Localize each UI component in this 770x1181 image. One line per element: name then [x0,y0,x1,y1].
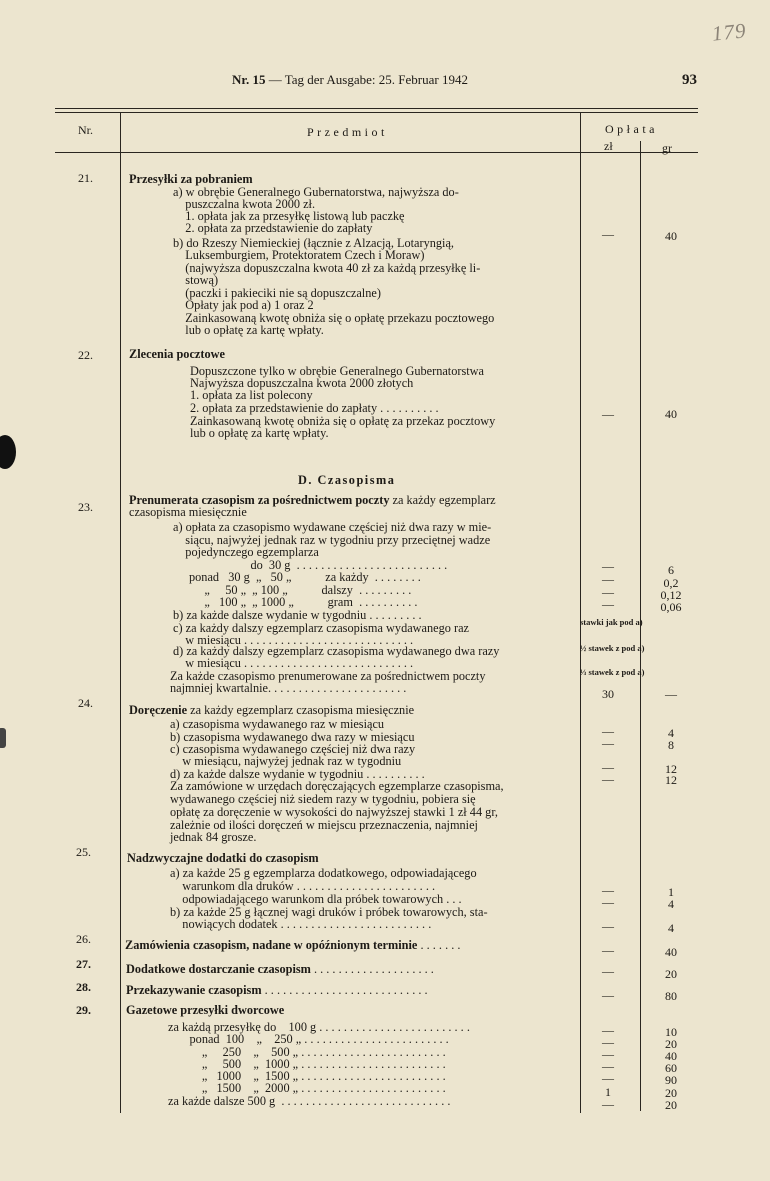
entry-title: Gazetowe przesyłki dworcowe [126,1003,285,1017]
column-header-fee: Opłata [605,122,658,136]
entry-line: c) czasopisma wydawanego częściej niż dwa razy [170,742,416,756]
entry-line: b) do Rzeszy Niemieckiej (łącznie z Alzacją, Lotaryngią, [173,236,454,250]
fee-zl: — [602,736,614,750]
fee-zl: — [602,919,614,933]
fee-gr: 4 [668,897,674,911]
fee-zl: — [602,1097,614,1111]
entry-line: d) za każde dalsze wydanie w tygodniu . . . . . . . . . . [170,767,425,781]
fee-gr: 40 [665,407,677,421]
fee-zl: — [602,1023,614,1037]
entry-number: 25. [76,845,91,859]
fee-gr: 0,06 [660,600,682,614]
entry-line: w miesiącu, najwyżej jednak raz w tygodniu [170,754,402,768]
entry-line: w miesiącu . . . . . . . . . . . . . . . . . . . . . . . . . . . . [173,633,414,647]
entry-line: pojedynczego egzemplarza [173,545,319,559]
fee-gr: 40 [665,1049,677,1063]
fee-zl: — [602,883,614,897]
leader-dots: . . . . . . . . . . . . . . . . . . . . . . . . . . . [261,983,428,997]
entry-line: stową) [173,273,219,287]
entry-line: warunkom dla druków . . . . . . . . . . . . . . . . . . . . . . . [170,879,436,893]
entry-line: c) za każdy dalszy egzemplarz czasopisma wydawanego raz [173,621,469,635]
fee-zl: — [602,597,614,611]
entry-line: „ 250 „ 500 „ . . . . . . . . . . . . . . . . . . . . . . . . [168,1045,446,1059]
entry-title-rest: za każdy egzemplarz czasopisma miesięcznie [187,703,415,717]
fee-zl: — [602,585,614,599]
fee-zl: — [602,407,614,421]
entry-number: 26. [76,932,91,946]
entry-line: Luksemburgiem, Protektoratem Czech i Moraw) [173,248,425,262]
entry-line: lub o opłatę za kartę wpłaty. [190,426,329,440]
entry-line: b) za każde dalsze wydanie w tygodniu . . . . . . . . . [173,608,422,622]
entry-title: Zlecenia pocztowe [129,347,225,361]
entry-line: Za zamówione w urzędach doręczających egzemplarze czasopisma, [170,779,504,793]
fee-zl: — [602,772,614,786]
entry-line: d) za każdy dalszy egzemplarz czasopisma wydawanego dwa razy [173,644,500,658]
entry-line: nowiących dodatek . . . . . . . . . . . . . . . . . . . . . . . . . [170,917,432,931]
fee-zl: — [602,760,614,774]
column-header-gr: gr [662,141,672,155]
entry-line: Za każde czasopismo prenumerowane za pośrednictwem poczty [170,669,486,683]
entry-line: Zainkasowaną kwotę obniża się o opłatę przekazu pocztowego [173,311,495,325]
entry-line: wydawanego częściej niż siedem razy w tygodniu, pobiera się [170,792,476,806]
fee-gr: 12 [665,773,677,787]
column-header-zl: zł [604,139,613,153]
fee-zl: — [602,227,614,241]
entry-line: Najwyższa dopuszczalna kwota 2000 złotych [190,376,414,390]
fee-note: stawki jak pod a) [580,617,643,627]
fee-zl: — [602,1047,614,1061]
fee-gr: 40 [665,229,677,243]
entry-title-line [126,984,428,996]
rule-top [55,108,698,109]
entry-number: 21. [78,171,93,185]
entry-line: „ 500 „ 1000 „ . . . . . . . . . . . . . . . . . . . . . . . . [168,1057,446,1071]
fee-gr: — [665,687,677,701]
entry-number: 29. [76,1003,91,1017]
issue-number: Nr. 15 [232,72,266,87]
entry-line: w miesiącu . . . . . . . . . . . . . . . . . . . . . . . . . . . . [173,656,414,670]
entry-line: ponad 100 „ 250 „ . . . . . . . . . . . . . . . . . . . . . . . . [168,1032,449,1046]
fee-gr: 0,2 [663,576,679,590]
entry-line: 1. opłata jak za przesyłkę listową lub paczkę [173,209,405,223]
entry-line: za każdą przesyłkę do 100 g . . . . . . . . . . . . . . . . . . . . . . . . . [168,1020,470,1034]
fee-note: ⅓ stawek z pod a) [580,667,645,677]
page-number: 93 [682,72,697,88]
page-header [0,72,770,94]
entry-number: 27. [76,957,91,971]
entry-line: 1. opłata za list polecony [190,388,313,402]
pencil-page-note: 179 [710,18,748,46]
entry-number: 23. [78,500,93,514]
entry-line: Opłaty jak pod a) 1 oraz 2 [173,298,314,312]
entry-line: najmniej kwartalnie. . . . . . . . . . . . . . . . . . . . . . . [170,681,407,695]
entry-line: (paczki i pakieciki nie są dopuszczalne) [173,286,381,300]
leader-dots: . . . . . . . [417,938,461,952]
entry-line: a) w obrębie Generalnego Gubernatorstwa, najwyższa do- [173,185,459,199]
entry-line: Zainkasowaną kwotę obniża się o opłatę za przekaz pocztowy [190,414,496,428]
entry-line: opłatę za doręczenie w wysokości do najwyższej stawki 1 zł 44 gr, [170,805,498,819]
issue-date: — Tag der Ausgabe: 25. Februar 1942 [265,72,468,87]
entry-title: Prenumerata czasopism za pośrednictwem poczty [129,493,390,507]
fee-gr: 4 [668,726,674,740]
entry-line: Dopuszczone tylko w obrębie Generalnego Gubernatorstwa [190,364,484,378]
fee-gr: 12 [665,762,677,776]
fee-gr: 40 [665,945,677,959]
entry-title: Zamówienia czasopism, nadane w opóźnionym terminie [125,938,418,952]
fee-zl: — [602,1035,614,1049]
entry-line: 2. opłata za przedstawienie do zapłaty [173,221,373,235]
section-heading: D. Czasopisma [298,473,396,487]
rule-head-bottom [55,152,698,153]
entry-line: b) za każde 25 g łącznej wagi druków i próbek towarowych, sta- [170,905,488,919]
entry-number: 24. [78,696,93,710]
fee-note: ½ stawek z pod a) [580,643,645,653]
entry-title: Nadzwyczajne dodatki do czasopism [127,851,319,865]
fee-gr: 10 [665,1025,677,1039]
issue-line [232,72,468,88]
fee-gr: 20 [665,967,677,981]
entry-line: czasopisma miesięcznie [129,505,247,519]
rule-col-nr [120,113,121,1113]
entry-number: 22. [78,348,93,362]
fee-gr: 80 [665,989,677,1003]
binding-hole [0,435,16,469]
entry-line: do 30 g . . . . . . . . . . . . . . . . . . . . . . . . . [189,558,448,572]
paper-spot [0,728,6,748]
fee-zl: — [602,943,614,957]
entry-line: a) opłata za czasopismo wydawane częściej niż dwa razy w mie- [173,520,492,534]
fee-zl: 30 [602,687,614,701]
entry-line: „ 1500 „ 2000 „ . . . . . . . . . . . . . . . . . . . . . . . . [168,1081,446,1095]
entry-title-line [126,963,434,975]
entry-line: jednak 84 grosze. [170,830,257,844]
entry-line: odpowiadającego warunkom dla próbek towarowych . . . [170,892,462,906]
entry-line: „ 1000 „ 1500 „ . . . . . . . . . . . . . . . . . . . . . . . . [168,1069,446,1083]
entry-line: „ 50 „ „ 100 „ dalszy . . . . . . . . . [189,583,412,597]
fee-zl: — [602,895,614,909]
entry-line: puszczalna kwota 2000 zł. [173,197,316,211]
entry-line: siącu, najwyżej jednak raz w tygodniu przy przeciętnej wadze [173,533,491,547]
entry-line: „ 100 „ „ 1000 „ gram . . . . . . . . . . [189,595,418,609]
column-header-nr: Nr. [78,123,93,137]
leader-dots: . . . . . . . . . . . . . . . . . . . . [310,962,434,976]
entry-title: Doręczenie [129,703,188,717]
fee-gr: 20 [665,1037,677,1051]
entry-line: lub o opłatę za kartę wpłaty. [173,323,324,337]
fee-gr: 90 [665,1073,677,1087]
rule-top-2 [55,112,698,113]
rule-col-subject [580,113,581,1113]
fee-gr: 6 [668,563,674,577]
fee-zl: — [602,1071,614,1085]
fee-gr: 20 [665,1098,677,1112]
entry-line: a) za każde 25 g egzemplarza dodatkowego, odpowiadającego [170,866,477,880]
entry-title-line [129,704,414,716]
entry-title-rest: za każdy egzemplarz [389,493,496,507]
entry-line: (najwyższa dopuszczalna kwota 40 zł za każdą przesyłkę li- [173,261,481,275]
fee-gr: 0,12 [660,588,682,602]
entry-line: za każde dalsze 500 g . . . . . . . . . . . . . . . . . . . . . . . . . . . . [168,1094,451,1108]
entry-title: Dodatkowe dostarczanie czasopism [126,962,311,976]
column-header-subject: Przedmiot [307,125,388,139]
fee-gr: 20 [665,1086,677,1100]
fee-gr: 1 [668,885,674,899]
entry-line: b) czasopisma wydawanego dwa razy w miesiącu [170,730,415,744]
fee-zl: — [602,724,614,738]
entry-number: 28. [76,980,91,994]
fee-gr: 4 [668,921,674,935]
entry-title-line [125,939,460,951]
fee-zl: — [602,559,614,573]
fee-gr: 8 [668,738,674,752]
fee-zl: — [602,1059,614,1073]
entry-line: zależnie od ilości doręczeń w miejscu przeznaczenia, najmniej [170,818,478,832]
entry-line: ponad 30 g „ 50 „ za każdy . . . . . . . . [189,570,421,584]
fee-gr: 60 [665,1061,677,1075]
fee-zl: — [602,964,614,978]
entry-line: a) czasopisma wydawanego raz w miesiącu [170,717,385,731]
entry-line: 2. opłata za przedstawienie do zapłaty . . . . . . . . . . [190,401,439,415]
fee-zl: — [602,988,614,1002]
fee-zl: — [602,572,614,586]
fee-zl: 1 [605,1085,611,1099]
entry-title: Przesyłki za pobraniem [129,172,253,186]
entry-title: Przekazywanie czasopism [126,983,262,997]
